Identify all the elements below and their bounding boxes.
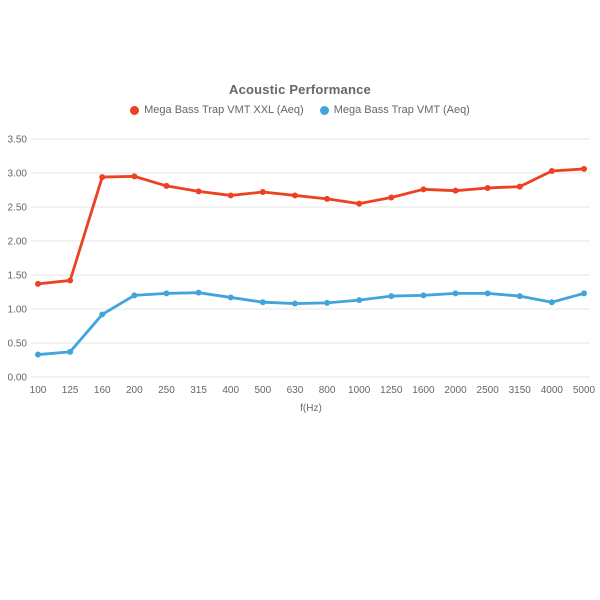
x-tick-label: 1600 bbox=[412, 385, 435, 396]
data-point[interactable] bbox=[485, 290, 491, 296]
x-tick-label: 125 bbox=[61, 385, 79, 396]
data-point[interactable] bbox=[453, 188, 459, 194]
data-point[interactable] bbox=[581, 290, 587, 296]
data-point[interactable] bbox=[420, 186, 426, 192]
chart-title: Acoustic Performance bbox=[229, 82, 371, 97]
data-point[interactable] bbox=[228, 192, 234, 198]
data-point[interactable] bbox=[35, 352, 41, 358]
data-point[interactable] bbox=[292, 301, 298, 307]
data-point[interactable] bbox=[453, 290, 459, 296]
data-point[interactable] bbox=[67, 349, 73, 355]
series-1 bbox=[35, 290, 587, 358]
x-tick-label: 200 bbox=[126, 385, 143, 396]
data-point[interactable] bbox=[99, 311, 105, 317]
y-tick-label: 2.00 bbox=[7, 236, 27, 248]
data-point[interactable] bbox=[324, 196, 330, 202]
y-tick-label: 0.00 bbox=[7, 372, 27, 384]
data-point[interactable] bbox=[485, 185, 491, 191]
gridlines bbox=[31, 139, 590, 377]
data-point[interactable] bbox=[517, 184, 523, 190]
data-point[interactable] bbox=[356, 297, 362, 303]
y-tick-label: 1.50 bbox=[7, 270, 27, 282]
data-point[interactable] bbox=[196, 188, 202, 194]
data-point[interactable] bbox=[549, 299, 555, 305]
data-point[interactable] bbox=[517, 293, 523, 299]
x-tick-label: 4000 bbox=[540, 385, 564, 396]
x-tick-label: 800 bbox=[318, 385, 336, 396]
data-point[interactable] bbox=[356, 201, 362, 207]
data-point[interactable] bbox=[67, 277, 73, 283]
y-tick-label: 0.50 bbox=[7, 338, 27, 350]
series-line bbox=[38, 293, 584, 355]
data-point[interactable] bbox=[292, 192, 298, 198]
x-tick-label: 630 bbox=[286, 385, 304, 396]
data-point[interactable] bbox=[35, 281, 41, 287]
x-tick-label: 400 bbox=[222, 385, 240, 396]
data-point[interactable] bbox=[196, 290, 202, 296]
data-point[interactable] bbox=[163, 290, 169, 296]
y-tick-label: 3.00 bbox=[7, 168, 27, 180]
series-0 bbox=[35, 166, 587, 287]
x-tick-label: 5000 bbox=[572, 385, 596, 396]
legend-label-vmt-xxl: Mega Bass Trap VMT XXL (Aeq) bbox=[144, 104, 304, 116]
data-point[interactable] bbox=[260, 299, 266, 305]
y-tick-label: 3.50 bbox=[7, 134, 27, 146]
x-tick-label: 250 bbox=[158, 385, 175, 396]
x-axis-labels bbox=[30, 385, 596, 396]
data-point[interactable] bbox=[131, 173, 137, 179]
x-tick-label: 2000 bbox=[444, 385, 467, 396]
data-point[interactable] bbox=[324, 300, 330, 306]
x-tick-label: 160 bbox=[93, 385, 111, 396]
x-axis-title: f(Hz) bbox=[300, 403, 322, 414]
legend-label-vmt: Mega Bass Trap VMT (Aeq) bbox=[333, 104, 470, 116]
x-tick-label: 3150 bbox=[508, 385, 531, 396]
data-point[interactable] bbox=[99, 174, 105, 180]
data-point[interactable] bbox=[228, 294, 234, 300]
data-point[interactable] bbox=[549, 168, 555, 174]
data-point[interactable] bbox=[131, 292, 137, 298]
y-axis-labels bbox=[8, 135, 28, 384]
x-tick-label: 100 bbox=[29, 385, 47, 396]
x-tick-label: 315 bbox=[190, 385, 207, 396]
x-tick-label: 1000 bbox=[348, 385, 371, 396]
series-line bbox=[38, 169, 584, 284]
data-point[interactable] bbox=[163, 183, 169, 189]
x-tick-label: 500 bbox=[254, 385, 272, 396]
y-tick-label: 2.50 bbox=[7, 202, 27, 214]
data-point[interactable] bbox=[581, 166, 587, 172]
data-point[interactable] bbox=[420, 292, 426, 298]
x-tick-label: 1250 bbox=[380, 385, 403, 396]
data-point[interactable] bbox=[388, 293, 394, 299]
data-point[interactable] bbox=[260, 189, 266, 195]
x-tick-label: 2500 bbox=[476, 385, 499, 396]
data-point[interactable] bbox=[388, 194, 394, 200]
y-tick-label: 1.00 bbox=[7, 304, 27, 316]
